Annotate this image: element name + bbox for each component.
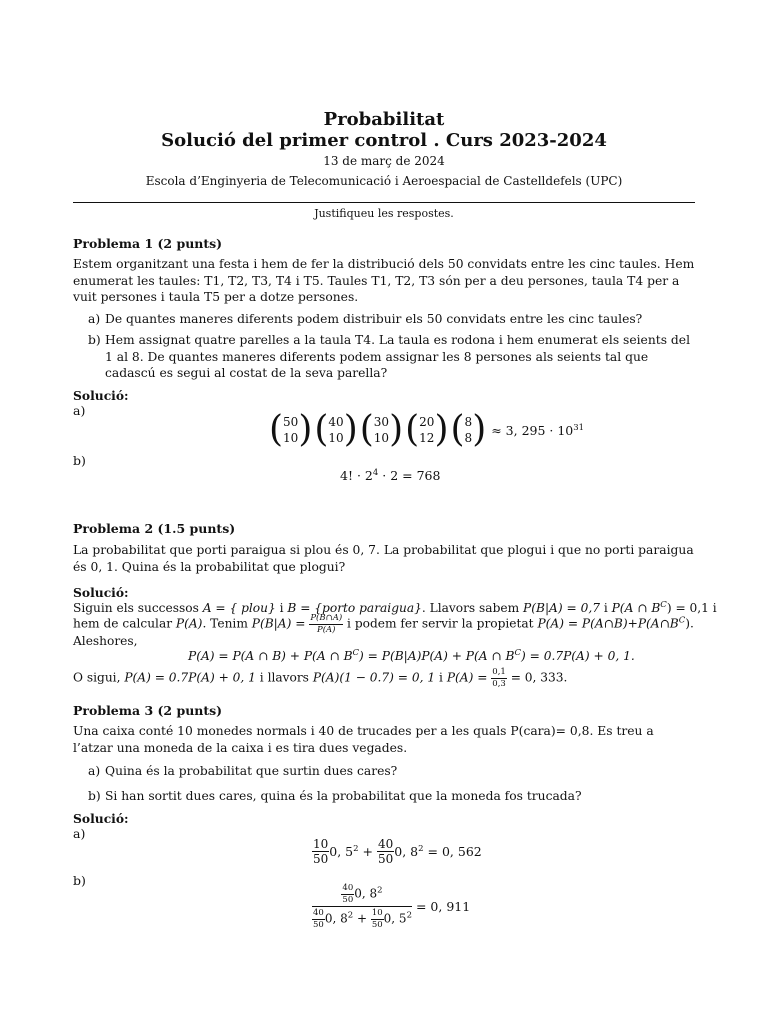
solution-2-line-4: O sigui, P(A) = 0.7P(A) + 0, 1 i llavors P(A)(1 − 0.7) = 0, 1 i P(A) = $\frac{0,1}{0,3}$ = 0, 333. bbox=[73, 667, 568, 689]
fraction: $\frac{0,1}{0,3}$ bbox=[492, 667, 506, 689]
problem-2-heading: Problema 2 (1.5 punts) bbox=[73, 521, 236, 536]
item-label: a) bbox=[88, 312, 101, 326]
solution-2-line-1: Siguin els successos A = { plou} i B = {porto paraigua}. Llavors sabem P(B|A) = 0,7 i P(A ∩ $B^C) = 0,1$ i bbox=[73, 600, 717, 615]
problem-1-heading: Problema 1 (2 punts) bbox=[73, 236, 223, 251]
school-name: Escola d’Enginyeria de Telecomunicació i Aeroespacial de Castelldefels (UPC) bbox=[145, 174, 623, 188]
binomial: ( 30 10 ) bbox=[359, 409, 404, 450]
problem-3-item-b bbox=[88, 788, 696, 805]
solution-2-line-2: hem de calcular P(A). Tenim P(B|A) = $\frac{P(B\cap A)}{P(A)}$ i podem fer servir la propietat $P(A) = P(A\cap B)+P(A\cap B^C)$. bbox=[73, 613, 694, 635]
binomial: ( 40 10 ) bbox=[314, 409, 358, 450]
solution-1b-formula: 4! · $2^4 \cdot 2 = 768$ bbox=[340, 468, 441, 483]
solution-a-label: a) bbox=[73, 826, 86, 841]
item-text: Si han sortit dues cares, quina és la probabilitat que la moneda fos trucada? bbox=[105, 789, 582, 803]
page-title: Probabilitat bbox=[323, 109, 445, 130]
fraction: $\frac{40}{50}$ 0, $8^2$ $\frac{40}{50}$ 0, $8^2$ + $\frac{10}{50}$ 0, $5^2$ bbox=[313, 883, 412, 930]
solution-2-display-equation: P(A) = P(A ∩ B) + P(A ∩ $B^C) = P(B|A)P(A) + P(A$ ∩ $B^C) = 0.7P(A) + 0$, 1. bbox=[188, 648, 635, 663]
header-rule bbox=[73, 202, 695, 203]
problem-3-solution-label: Solució: bbox=[73, 811, 129, 826]
problem-3-heading: Problema 3 (2 punts) bbox=[73, 703, 223, 718]
problem-3-statement: Una caixa conté 10 monedes normals i 40 de trucades per a les quals P(cara)= 0,8. Es treu a l’atzar una moneda de la caixa i es tira dues vegades. bbox=[73, 724, 654, 755]
problem-1-solution-label: Solució: bbox=[73, 388, 129, 403]
item-text: Quina és la probabilitat que surtin dues cares? bbox=[105, 764, 398, 778]
solution-2-line-3: Aleshores, bbox=[73, 634, 138, 648]
problem-1-item-a bbox=[88, 311, 696, 328]
item-text: Hem assignat quatre parelles a la taula T4. La taula es rodona i hem enumerat els seients del 1 al 8. De quantes maneres diferents podem assignar les 8 persones als seients tal que cadascú es segui al costat de la seva parella? bbox=[105, 333, 690, 380]
fraction: $\frac{10}{50}$ bbox=[313, 837, 329, 866]
binomial: ( 20 12 ) bbox=[405, 409, 449, 450]
solution-1a-formula: ( 50 10 )( 40 10 )( 30 10 )( 20 12 )( 8 8 ) ≈ 3, $295 \cdot 10^{31}$ bbox=[269, 409, 585, 450]
solution-a-label: a) bbox=[73, 403, 86, 418]
fraction: $\frac{40}{50}$ bbox=[342, 883, 354, 905]
item-label: b) bbox=[88, 789, 101, 803]
problem-2-solution-label: Solució: bbox=[73, 585, 129, 600]
item-label: a) bbox=[88, 764, 101, 778]
fraction: $\frac{40}{50}$ bbox=[313, 908, 324, 930]
solution-3a-formula: $\frac{10}{50}$ 0, $5^2$ + $\frac{40}{50}$ 0, $8^2 = 0$, 562 bbox=[313, 837, 482, 866]
problem-1-statement: Estem organitzant una festa i hem de fer la distribució dels 50 convidats entre les cinc taules. Hem enumerat les taules: T1, T2, T3, T4 i T5. Taules T1, T2, T3 són per a deu persones, taula T4 per a vuit persones i taula T5 per a dotze persones. bbox=[73, 257, 695, 304]
fraction: $\frac{40}{50}$ bbox=[377, 837, 394, 866]
problem-2-statement: La probabilitat que porti paraigua si plou és 0, 7. La probabilitat que plogui i que no porti paraigua és 0, 1. Quina és la probabilitat que plogui? bbox=[73, 543, 694, 574]
solution-3b-formula: $\frac{40}{50}$ 0, $8^2$ $\frac{40}{50}$ 0, $8^2$ + $\frac{10}{50}$ 0, $5^2$ = 0, 911 bbox=[313, 883, 471, 930]
item-text: De quantes maneres diferents podem distribuir els 50 convidats entre les cinc taules? bbox=[105, 312, 643, 326]
fraction: $\frac{10}{50}$ bbox=[371, 908, 383, 930]
fraction: $\frac{P(B\cap A)}{P(A)}$ bbox=[310, 613, 343, 635]
solution-b-label: b) bbox=[73, 453, 86, 468]
instructions: Justifiqueu les respostes. bbox=[314, 207, 454, 220]
exam-date: 13 de març de 2024 bbox=[323, 154, 445, 168]
problem-1-item-b bbox=[88, 332, 696, 380]
binomial: ( 8 8 ) bbox=[450, 409, 487, 450]
solution-b-label: b) bbox=[73, 873, 86, 888]
binomial: ( 50 10 ) bbox=[269, 409, 313, 450]
item-label: b) bbox=[88, 333, 101, 347]
page-subtitle: Solució del primer control . Curs 2023-2024 bbox=[161, 130, 607, 151]
problem-3-item-a bbox=[88, 763, 696, 780]
